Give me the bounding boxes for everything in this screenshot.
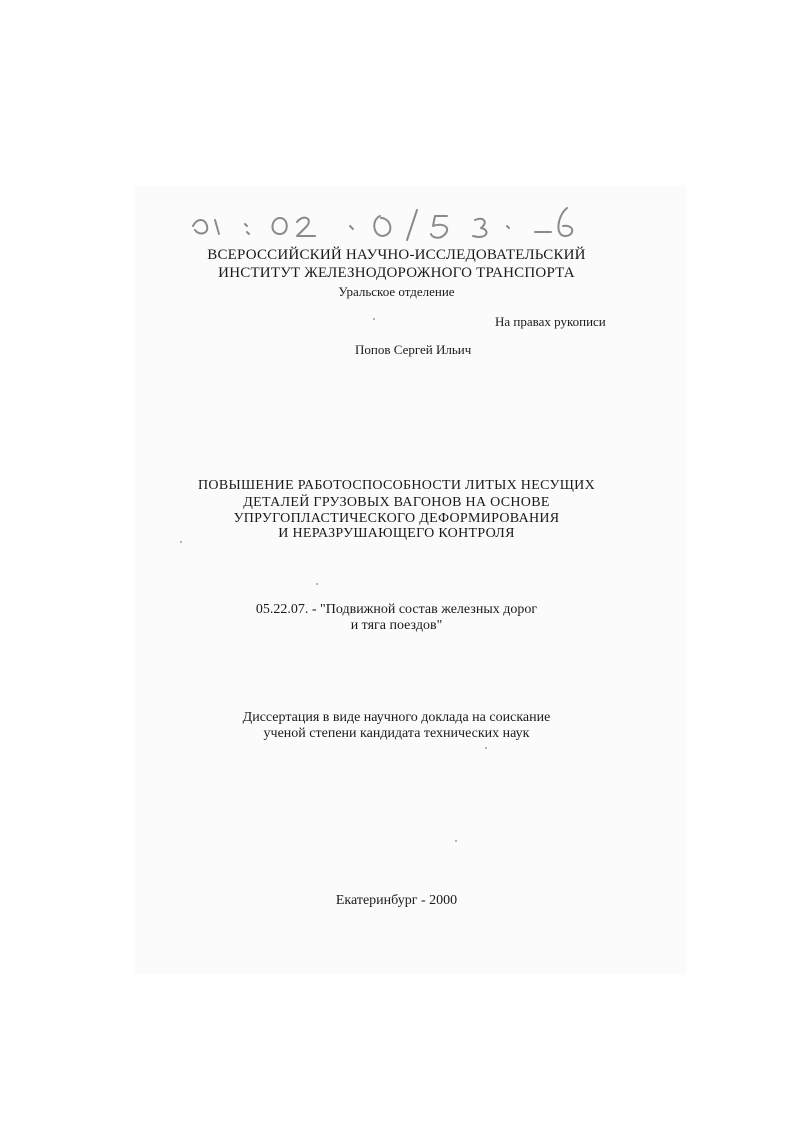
dissertation-title-line-1: ПОВЫШЕНИЕ РАБОТОСПОСОБНОСТИ ЛИТЫХ НЕСУЩИХ [198,478,595,493]
handwritten-archive-number [185,196,585,246]
scan-speck [373,318,375,320]
specialty-code-line-1: 05.22.07. - "Подвижной состав железных дорог [255,602,538,617]
specialty-code-line-2: и тяга поездов" [350,618,443,633]
place-and-year: Екатеринбург - 2000 [335,893,458,908]
manuscript-rights-note: На правах рукописи [495,314,606,329]
institution-name-line-1: ВСЕРОССИЙСКИЙ НАУЧНО-ИССЛЕДОВАТЕЛЬСКИЙ [207,247,586,263]
scan-speck [180,541,182,543]
dissertation-type-line-1: Диссертация в виде научного доклада на соискание [242,710,551,725]
department-name: Уральское отделение [338,284,455,299]
institution-name-line-2: ИНСТИТУТ ЖЕЛЕЗНОДОРОЖНОГО ТРАНСПОРТА [218,265,575,281]
dissertation-title-line-4: И НЕРАЗРУШАЮЩЕГО КОНТРОЛЯ [278,526,515,541]
author-name: Попов Сергей Ильич [355,342,472,357]
scan-speck [316,583,318,585]
dissertation-title-line-2: ДЕТАЛЕЙ ГРУЗОВЫХ ВАГОНОВ НА ОСНОВЕ [243,495,550,510]
scan-speck [455,840,457,842]
dissertation-title-line-3: УПРУГОПЛАСТИЧЕСКОГО ДЕФОРМИРОВАНИЯ [233,511,560,526]
scan-speck [485,747,487,749]
scanned-page-area [134,185,687,975]
dissertation-type-line-2: ученой степени кандидата технических наук [263,726,530,741]
